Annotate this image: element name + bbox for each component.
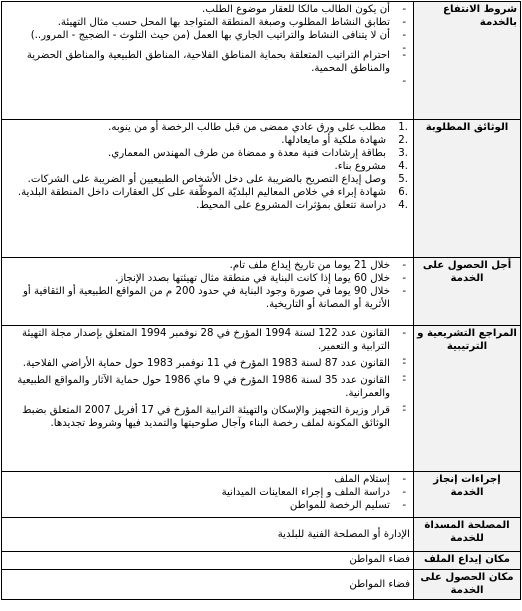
procedures-list [5, 473, 410, 512]
list-item: - القانون عدد 122 لسنة 1994 المؤرخ في 28 نوفمبر 1994 المتعلق بإصدار مجلة التهيئة الترابية و التعمير. [5, 327, 396, 353]
row-deposit [2, 552, 521, 570]
service-sheet-table [1, 1, 521, 600]
list-item: 6. شهادة إبراء في خلاص المعاليم البلديّة الموظّفة على كل العقارات داخل المنطقة البلدية. [17, 187, 408, 198]
documents-list [5, 121, 410, 212]
deadline-list [5, 259, 410, 311]
cell-documents [2, 120, 414, 258]
row-receipt [2, 570, 521, 600]
list-item: - تطابق النشاط المطلوب وصبغة المنطقة المتواجد بها المحل حسب مثال التهيئة. [5, 16, 396, 29]
cell-procedures [2, 472, 414, 518]
cell-deadline [2, 258, 414, 326]
references-list [5, 327, 410, 430]
list-item: 4. مشروع بناء. [334, 161, 408, 172]
cell-references [2, 326, 414, 472]
receipt-text: فضاء المواطن [349, 579, 410, 590]
list-item: - القانون عدد 87 لسنة 1983 المؤرخ في 11 نوفمبر 1983 حول حماية الأراضي الفلاحية. [5, 357, 396, 370]
cell-receipt [2, 570, 414, 600]
list-item: - أن يكون الطالب مالكا للعقار موضوع الطلب. [5, 3, 396, 16]
list-item: 3. بطاقة إرشادات فنية معدة و ممضاة من طرف المهندس المعماري. [108, 148, 408, 159]
label-provider: المصلحة المسداة للخدمة [414, 518, 521, 552]
list-item: - خلال 90 يوما في صورة وجود البناية في حدود 200 م من المواقع الطبيعية أو الثقافية أو الأثرية أو المصانة أو التاريخية. [5, 285, 396, 311]
spacer [5, 42, 396, 49]
list-item: 4. دراسة تتعلق بمؤثرات المشروع على المحيط. [196, 200, 408, 211]
label-conditions: شروط الانتفاع بالخدمة [414, 2, 521, 120]
conditions-list [5, 3, 410, 82]
list-item: - القانون عدد 35 لسنة 1986 المؤرخ في 9 ماي 1986 حول حماية الآثار والمواقع الطبيعية والعمرانية. [5, 374, 396, 400]
label-procedures: إجراءات إنجاز الخدمة [414, 472, 521, 518]
list-item: 5. وصل إيداع التصريح بالضريبة على دخل الأشخاص الطبيعيين أو الضريبة على الشركات. [27, 174, 408, 185]
cell-provider [2, 518, 414, 552]
label-references: المراجع التشريعية و الترتيبية [414, 326, 521, 472]
list-item-empty [5, 75, 396, 82]
label-deadline: أجل الحصول على الخدمة [414, 258, 521, 326]
label-receipt: مكان الحصول على الخدمة [414, 570, 521, 600]
row-deadline [2, 258, 521, 326]
list-item: - إستلام الملف [5, 473, 396, 486]
list-item: - خلال 21 يوما من تاريخ إيداع ملف تام. [5, 259, 396, 272]
list-item: - قرار وزيرة التجهيز والإسكان والتهيئة الترابية المؤرخ في 17 أفريل 2007 المتعلق بضبط الوثائق المكونة لملف رخصة البناء وآجال صلوحيتها والتمديد فيها وشروط تجديدها. [5, 404, 396, 430]
list-item: - تسليم الرخصة للمواطن [5, 499, 396, 512]
list-item: 2. شهادة ملكية أو مايعادلها. [281, 135, 408, 146]
list-item: - أن لا يتنافى النشاط والتراتيب الجاري بها العمل (من حيث التلوث - الضجيج - المرور..) [5, 29, 396, 42]
list-item: - احترام التراتيب المتعلقة بحماية المناطق الفلاحية، المناطق الطبيعية والمناطق الحضرية والمناطق المحمية. [5, 49, 396, 75]
provider-text: الإدارة أو المصلحة الفنية للبلدية [277, 529, 410, 540]
row-documents [2, 120, 521, 258]
row-provider [2, 518, 521, 552]
row-references [2, 326, 521, 472]
row-conditions [2, 2, 521, 120]
list-item: - دراسة الملف و إجراء المعاينات الميدانية [5, 486, 396, 499]
cell-conditions [2, 2, 414, 120]
list-item: 1. مطلب على ورق عادي ممضى من قبل طالب الرخصة أو من ينوبه. [108, 122, 408, 133]
cell-deposit [2, 552, 414, 570]
row-procedures [2, 472, 521, 518]
label-deposit: مكان إيداع الملف [414, 552, 521, 570]
label-documents: الوثائق المطلوبة [414, 120, 521, 258]
deposit-text: فضاء المواطن [349, 554, 410, 565]
list-item: - خلال 60 يوما إذا كانت البناية في منطقة مثال تهيئتها بصدد الإنجاز. [5, 272, 396, 285]
